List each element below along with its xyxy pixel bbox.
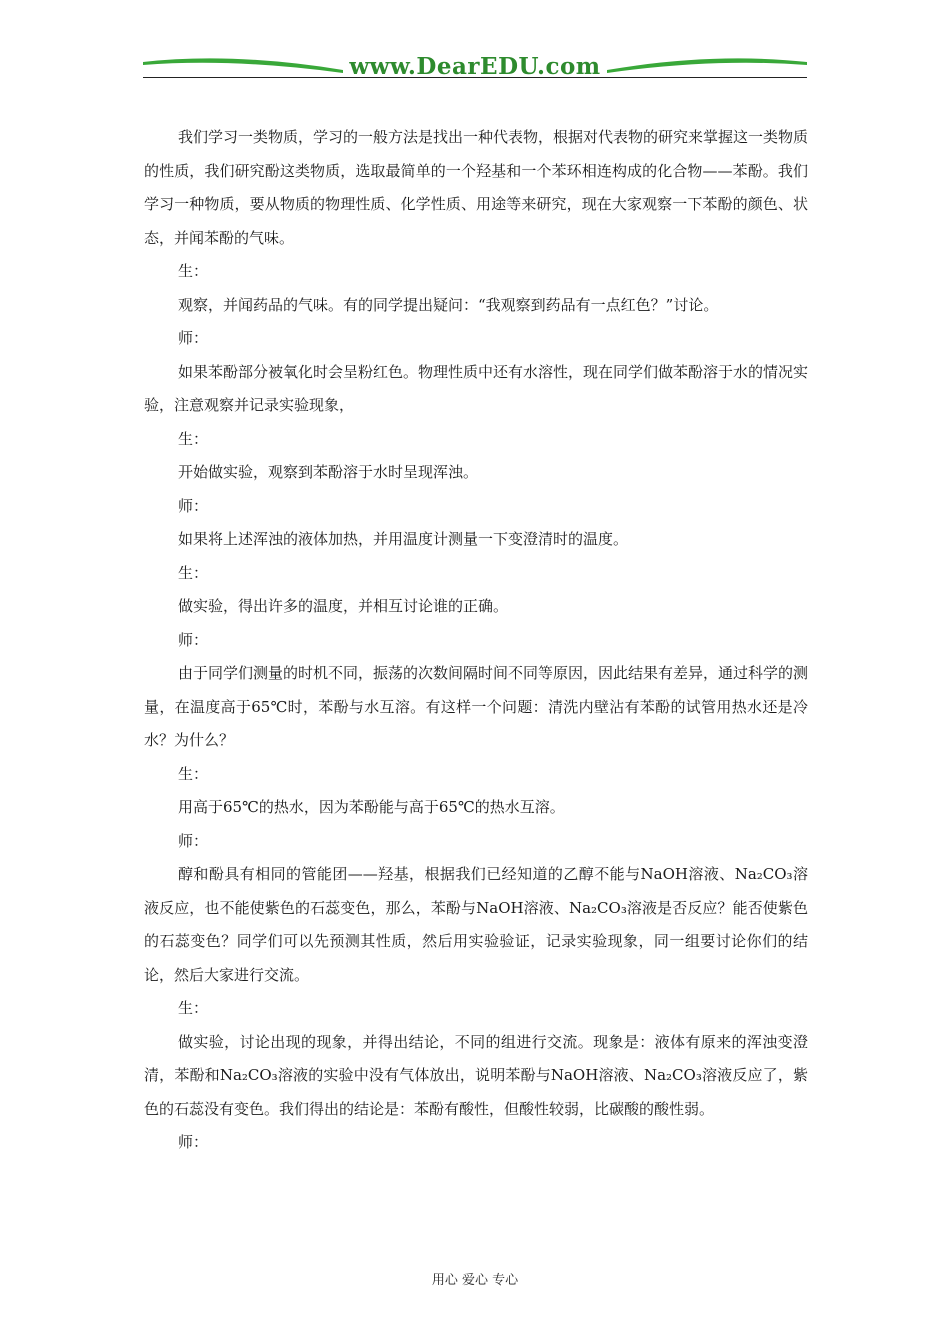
speaker-label: 师： <box>178 329 209 347</box>
paragraph: 如果苯酚部分被氧化时会呈粉红色。物理性质中还有水溶性，现在同学们做苯酚溶于水的情况实验，注意观察并记录实验现象， <box>144 362 809 414</box>
paragraph: 做实验，讨论出现的现象，并得出结论，不同的组进行交流。现象是：液体有原来的浑浊变澄清，苯酚和Na₂CO₃溶液的实验中没有气体放出，说明苯酚与NaOH溶液、Na₂CO₃溶液反应了，紫色的石蕊没有变色。我们得出的结论是：苯酚有酸性，但酸性较弱，比碳酸的酸性弱。 <box>144 1032 808 1118</box>
paragraph: 做实验，得出许多的温度，并相互讨论谁的正确。 <box>178 597 509 615</box>
speaker-label: 生： <box>178 262 209 280</box>
speaker-label: 生： <box>178 429 209 448</box>
paragraph: 醇和酚具有相同的管能团——羟基，根据我们已经知道的乙醇不能与NaOH溶液、Na₂CO₃溶液反应，也不能使紫色的石蕊变色，那么，苯酚与NaOH溶液、Na₂CO₃溶液是否反应？能否使紫色的石蕊变色？同学们可以先预测其性质，然后用实验验证，记录实验现象，同一组要讨论你们的结论，然后大家进行交流。 <box>144 865 808 984</box>
paragraph: 由于同学们测量的时机不同，振荡的次数间隔时间不同等原因，因此结果有差异，通过科学的测量，在温度高于65℃时，苯酚与水互溶。有这样一个问题：清洗内壁沾有苯酚的试管用热水还是冷水？为什么？ <box>144 664 809 749</box>
site-logo: www.DearEDU.com <box>349 53 601 80</box>
speaker-label: 生： <box>178 999 209 1017</box>
speaker-label: 师： <box>178 630 209 649</box>
speaker-label: 师： <box>178 831 209 850</box>
speaker-label: 生： <box>178 764 209 783</box>
paragraph: 用高于65℃的热水，因为苯酚能与高于65℃的热水互溶。 <box>178 798 565 816</box>
speaker-label: 生： <box>178 563 209 582</box>
paragraph: 观察，并闻药品的气味。有的同学提出疑问：“我观察到药品有一点红色？”讨论。 <box>178 295 719 314</box>
speaker-label: 师： <box>178 1133 209 1151</box>
page-footer: 用心 爱心 专心 <box>431 1273 519 1288</box>
page-header <box>143 50 807 82</box>
paragraph: 如果将上述浑浊的液体加热，并用温度计测量一下变澄清时的温度。 <box>178 530 629 548</box>
paragraph: 开始做实验，观察到苯酚溶于水时呈现浑浊。 <box>178 463 479 481</box>
document-body <box>144 121 808 1160</box>
paragraph: 我们学习一类物质，学习的一般方法是找出一种代表物，根据对代表物的研究来掌握这一类物质的性质，我们研究酚这类物质，选取最简单的一个羟基和一个苯环相连构成的化合物——苯酚。我们学习一种物质，要从物质的物理性质、化学性质、用途等来研究，现在大家观察一下苯酚的颜色、状态，并闻苯酚的气味。 <box>144 128 809 247</box>
speaker-label: 师： <box>178 496 209 515</box>
